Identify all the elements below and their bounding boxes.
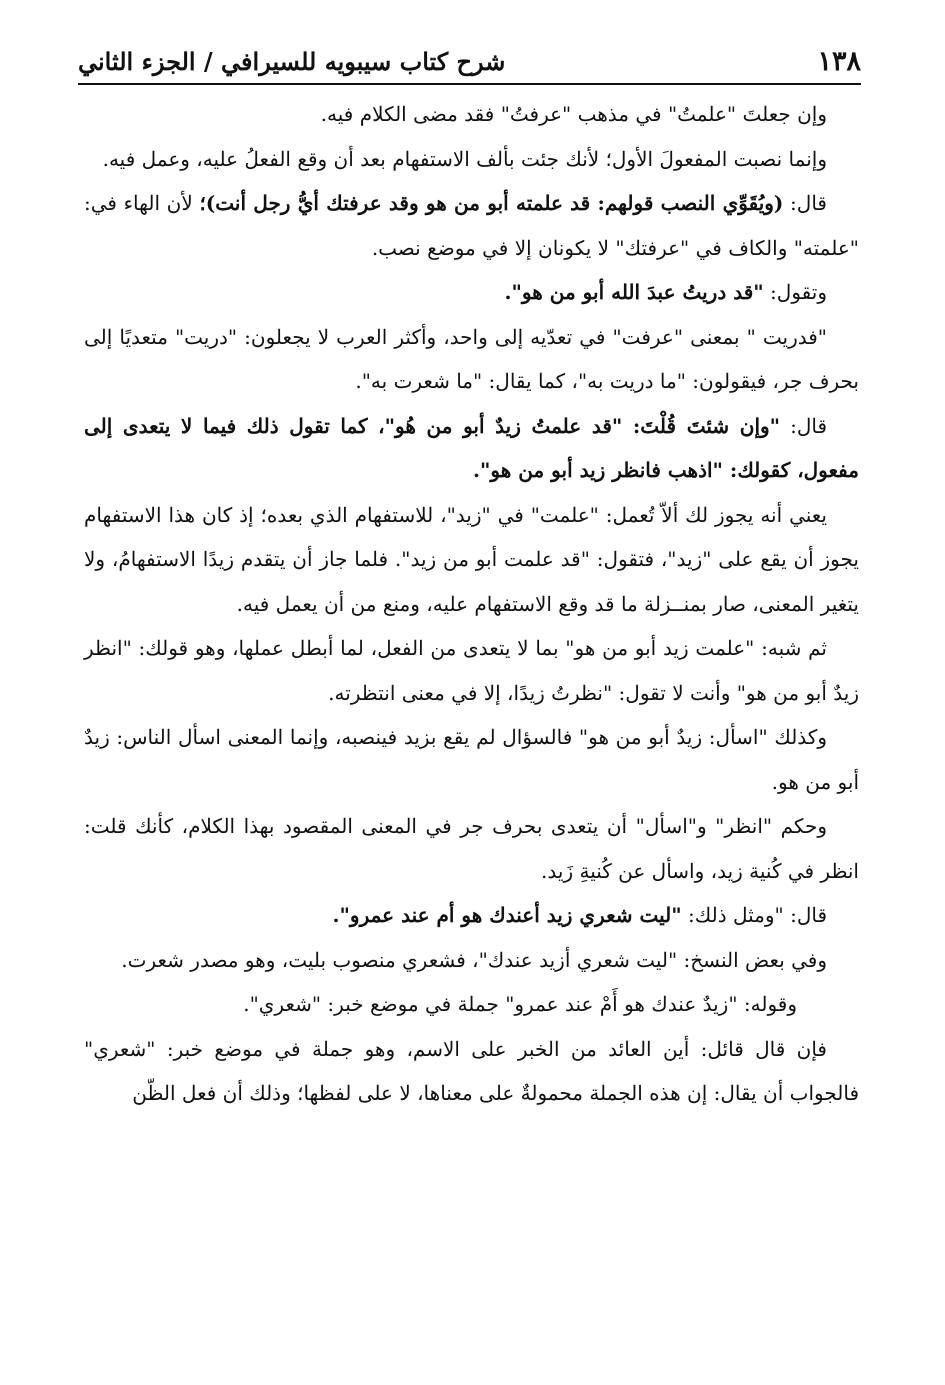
paragraph-14: فإن قال قائل: أين العائد من الخبر على الاسم، وهو جملة في موضع خبر: "شعري" فالجواب أن يقال: إن هذه الجملة محمولةٌ على معناها، لا على لفظها؛ وذلك أن فعل الظّن [84, 1036, 859, 1105]
header-divider [78, 83, 861, 85]
quoted-text: "قد دريتُ عبدَ الله أبو من هو". [504, 280, 764, 304]
quoted-text: "ليت شعري زيد أعندك هو أم عند عمرو". [332, 903, 682, 927]
quote-prefix: قال: "ومثل ذلك: [681, 903, 827, 927]
paragraph-5: "فدريت " بمعنى "عرفت" في تعدّيه إلى واحد، وأكثر العرب لا يجعلون: "دريت" متعديًا إلى بحرف جر، فيقولون: "ما دريت به"، كما يقال: "ما شعرت به". [84, 324, 859, 393]
paragraph-3 [84, 181, 859, 270]
paragraph-13: وقوله: "زيدٌ عندك هو أَمْ عند عمرو" جملة في موضع خبر: "شعري". [243, 992, 797, 1016]
paragraph-8: ثم شبه: "علمت زيد أبو من هو" بما لا يتعدى من الفعل، لما أبطل عملها، وهو قولك: "انظر زيدٌ أبو من هو" وأنت لا تقول: "نظرتُ زيدًا، إلا في معنى انتظرته. [84, 636, 859, 705]
paragraph-2: وإنما نصبت المفعولَ الأول؛ لأنك جئت بألف الاستفهام بعد أن وقع الفعلُ عليه، وعمل فيه. [102, 146, 827, 171]
paragraph-6 [84, 404, 859, 493]
paragraph-10: وحكم "انظر" و"اسأل" أن يتعدى بحرف جر في المعنى المقصود بهذا الكلام، كأنك قلت: انظر في كُنية زيد، واسأل عن كُنيةِ زَيد. [84, 814, 859, 883]
quote-prefix: قال: [780, 413, 827, 438]
commentary-text: لأن الهاء في: "علمته" والكاف في "عرفتك" لا يكونان إلا في موضع نصب. [84, 191, 859, 260]
page-body [84, 92, 859, 1116]
paragraph-12: وفي بعض النسخ: "ليت شعري أزيد عندك"، فشعري منصوب بليت، وهو مصدر شعرت. [121, 947, 827, 972]
paragraph-7: يعني أنه يجوز لك ألاّ تُعمل: "علمت" في "زيد"، للاستفهام الذي بعده؛ إذ كان هذا الاستفهام يجوز أن يقع على "زيد"، فتقول: "قد علمت أبو من زيد". فلما جاز أن يتقدم زيدًا الاستفهامُ، ولا يتغير المعنى، صار بمنــزلة ما قد وقع الاستفهام عليه، ومنع من أن يعمل فيه. [84, 502, 859, 616]
running-title: شرح كتاب سيبويه للسيرافي / الجزء الثاني [78, 47, 506, 76]
paragraph-11 [84, 893, 859, 938]
running-header [78, 24, 861, 82]
quote-prefix: وتقول: [763, 280, 827, 304]
page-number: ١٣٨ [817, 46, 861, 77]
paragraph-1: وإن جعلتَ "علمتُ" في مذهب "عرفتُ" فقد مضى الكلام فيه. [320, 102, 827, 126]
paragraph-4 [84, 270, 859, 315]
quoted-text: "وإن شئتَ قُلْتَ: "قد علمتُ زيدٌ أبو من هُو"، كما تقول ذلك فيما لا يتعدى إلى مفعول، كقولك: "اذهب فانظر زيد أبو من هو". [84, 413, 859, 482]
quoted-text: (ويُقَوِّي النصب قولهم: قد علمته أبو من هو وقد عرفتك أيُّ رجل أنت)؛ [199, 191, 784, 215]
quote-prefix: قال: [783, 191, 827, 215]
paragraph-9: وكذلك "اسأل: زيدٌ أبو من هو" فالسؤال لم يقع بزيد فينصبه، وإنما المعنى اسأل الناس: زيدٌ أبو من هو. [84, 725, 859, 794]
